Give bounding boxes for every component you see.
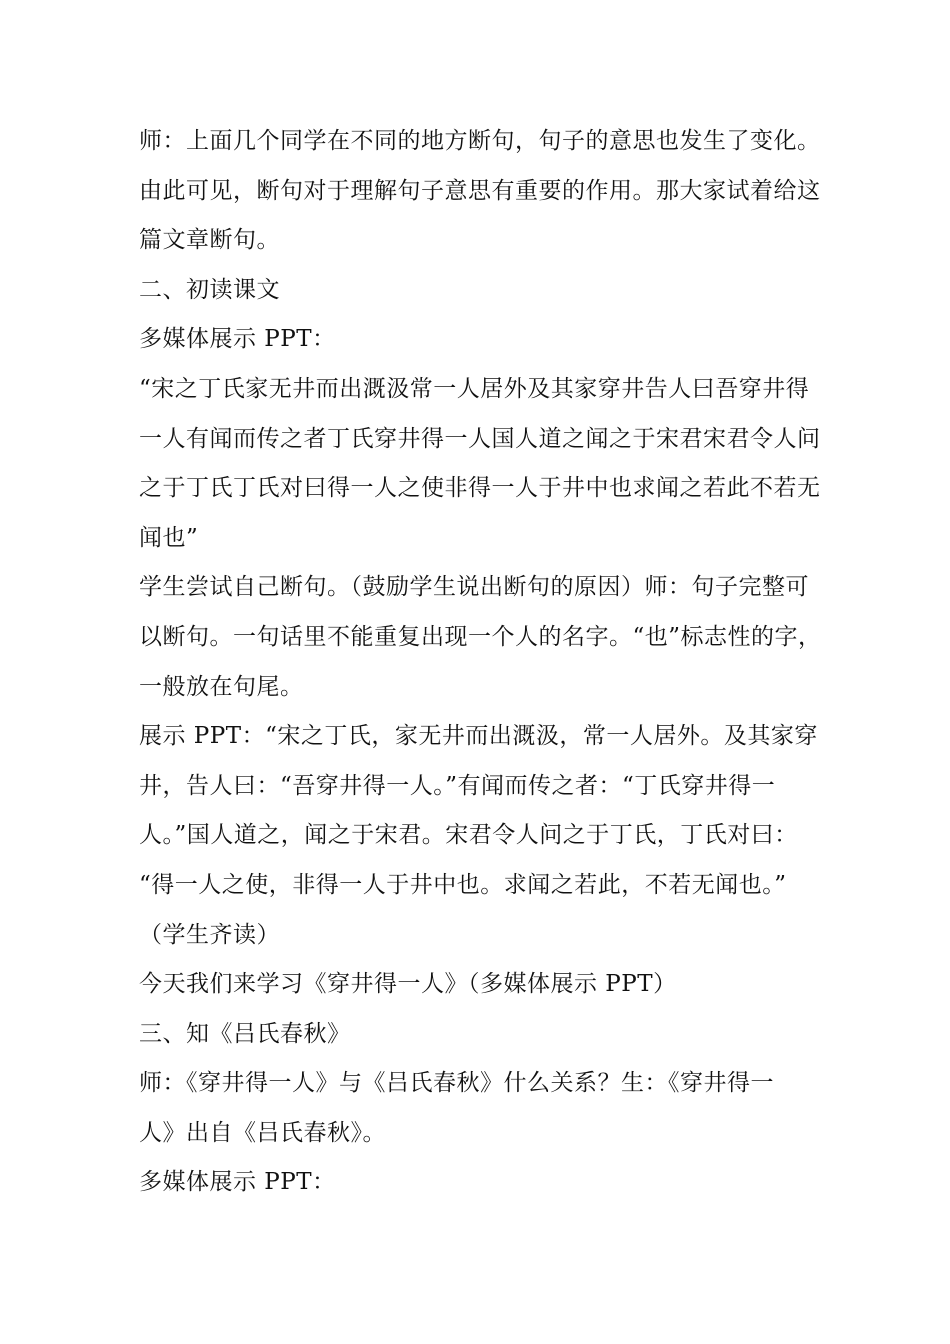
text-line: （学生齐读） (139, 921, 280, 948)
paragraph (139, 1059, 839, 1158)
text-line: 由此可见，断句对于理解句子意思有重要的作用。那大家试着给这 (139, 177, 821, 204)
paragraph (139, 266, 839, 316)
text-line: 三、知《吕氏春秋》 (139, 1020, 351, 1047)
document-body (139, 117, 839, 1208)
text-line: 闻也” (139, 524, 199, 551)
text-line: 人》出自《吕氏春秋》。 (139, 1119, 386, 1146)
text-line: “宋之丁氏家无井而出溉汲常一人居外及其家穿井告人曰吾穿井得 (139, 375, 810, 402)
text-line: 学生尝试自己断句。（鼓励学生说出断句的原因）师：句子完整可 (139, 574, 809, 601)
paragraph (139, 960, 839, 1010)
text-line: 今天我们来学习《穿井得一人》（多媒体展示 PPT） (139, 971, 677, 998)
text-line: 井，告人曰：“吾穿井得一人。”有闻而传之者：“丁氏穿井得一 (139, 772, 776, 799)
text-line: 人。”国人道之，闻之于宋君。宋君令人问之于丁氏，丁氏对曰： (139, 822, 798, 849)
text-line: “得一人之使，非得一人于井中也。求闻之若此，不若无闻也。” (139, 871, 787, 898)
text-line: 二、初读课文 (139, 276, 280, 303)
paragraph (139, 563, 839, 712)
paragraph (139, 712, 839, 960)
paragraph (139, 315, 839, 365)
text-line: 多媒体展示 PPT： (139, 326, 336, 353)
text-line: 师：上面几个同学在不同的地方断句，句子的意思也发生了变化。 (139, 128, 821, 154)
paragraph (139, 117, 839, 266)
text-line: 以断句。一句话里不能重复出现一个人的名字。“也”标志性的字， (139, 623, 822, 650)
text-line: 展示 PPT：“宋之丁氏，家无井而出溉汲，常一人居外。及其家穿 (139, 723, 818, 750)
text-line: 一般放在句尾。 (139, 673, 304, 700)
paragraph (139, 1010, 839, 1060)
text-line: 之于丁氏丁氏对曰得一人之使非得一人于井中也求闻之若此不若无 (139, 475, 821, 502)
text-line: 多媒体展示 PPT： (139, 1169, 336, 1196)
text-line: 师：《穿井得一人》与《吕氏春秋》什么关系？生：《穿井得一 (139, 1070, 774, 1097)
text-line: 一人有闻而传之者丁氏穿井得一人国人道之闻之于宋君宋君令人问 (139, 425, 821, 452)
text-line: 篇文章断句。 (139, 227, 280, 254)
paragraph (139, 365, 839, 563)
paragraph (139, 1158, 839, 1208)
